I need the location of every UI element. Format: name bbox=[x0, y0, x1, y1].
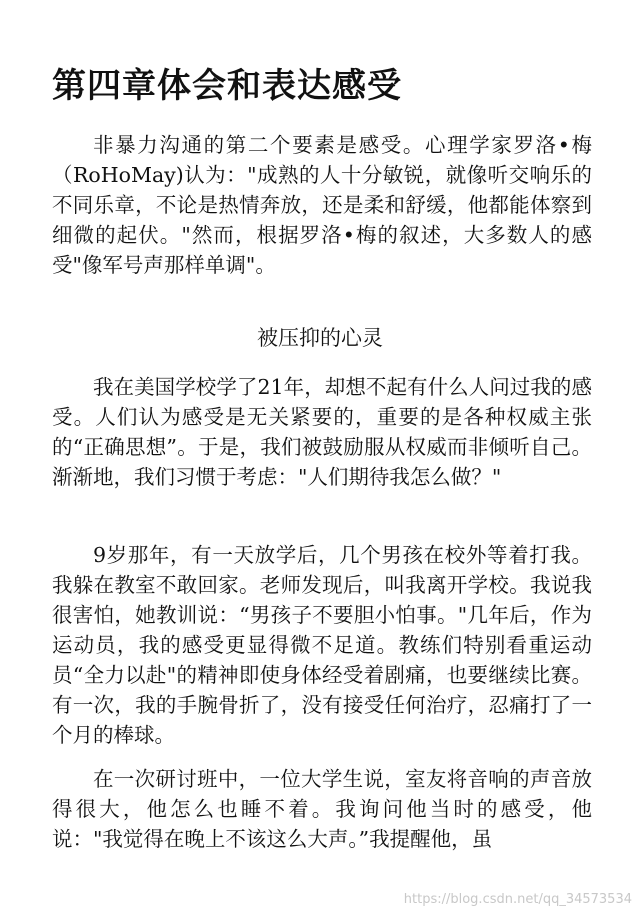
chapter-title: 第四章体会和表达感受 bbox=[52, 66, 402, 106]
body-paragraph-2: 9岁那年，有一天放学后，几个男孩在校外等着打我。我躲在教室不敢回家。老师发现后，叫我离开学校。我说我很害怕，她教训说：“男孩子不要胆小怕事。"几年后，作为运动员，我的感受更显得微不足道。教练们特别看重运动员“全力以赴"的精神即使身体经受着剧痛，也要继续比赛。有一次，我的手腕骨折了，没有接受任何治疗，忍痛打了一个月的棒球。 bbox=[52, 543, 592, 747]
intro-paragraph: 非暴力沟通的第二个要素是感受。心理学家罗洛•梅（RoHoMay)认为："成熟的人十分敏锐，就像听交响乐的不同乐章，不论是热情奔放，还是柔和舒缓，他都能体察到细微的起伏。"然而，根据罗洛•梅的叙述，大多数人的感受"像军号声那样单调"。 bbox=[52, 133, 592, 277]
body-paragraph-1: 我在美国学校学了21年，却想不起有什么人问过我的感受。人们认为感受是无关紧要的，重要的是各种权威主张的“正确思想”。于是，我们被鼓励服从权威而非倾听自己。渐渐地，我们习惯于考虑："人们期待我怎么做？" bbox=[52, 375, 592, 489]
body-paragraph-3: 在一次研讨班中，一位大学生说，室友将音响的声音放得很大，他怎么也睡不着。我询问他当时的感受，他说："我觉得在晚上不该这么大声。”我提醒他，虽 bbox=[52, 767, 592, 851]
watermark: https://blog.csdn.net/qq_34573534 bbox=[403, 892, 632, 907]
section-title: 被压抑的心灵 bbox=[257, 326, 383, 350]
